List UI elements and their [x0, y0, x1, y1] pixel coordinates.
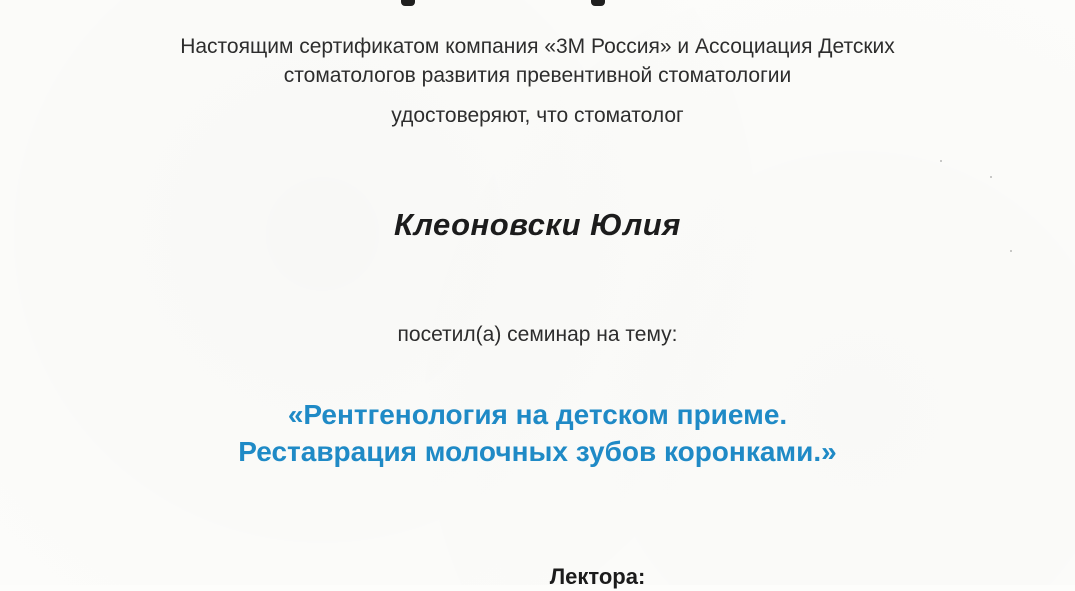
topic-line-2: Реставрация молочных зубов коронками.»	[238, 436, 837, 467]
paper-speck	[990, 176, 992, 178]
topic-line-1: «Рентгенология на детском приеме.	[287, 399, 788, 430]
paper-speck	[940, 160, 942, 162]
intro-line-1: Настоящим сертификатом компания «3М Россия» и Ассоциация Детских	[180, 35, 895, 58]
recipient-name: Клеоновски Юлия	[394, 207, 681, 242]
lecturers-label: Лектора:	[549, 564, 646, 589]
seminar-topic	[0, 396, 1075, 470]
attended-text: посетил(а) семинар на тему:	[397, 323, 678, 346]
certify-text: удостоверяют, что стоматолог	[391, 104, 684, 127]
intro-text	[0, 32, 1075, 90]
intro-line-2: стоматологов развития превентивной стоматологии	[283, 64, 792, 87]
paper-speck	[1010, 250, 1012, 252]
certificate-heading-cropped	[395, 0, 695, 6]
